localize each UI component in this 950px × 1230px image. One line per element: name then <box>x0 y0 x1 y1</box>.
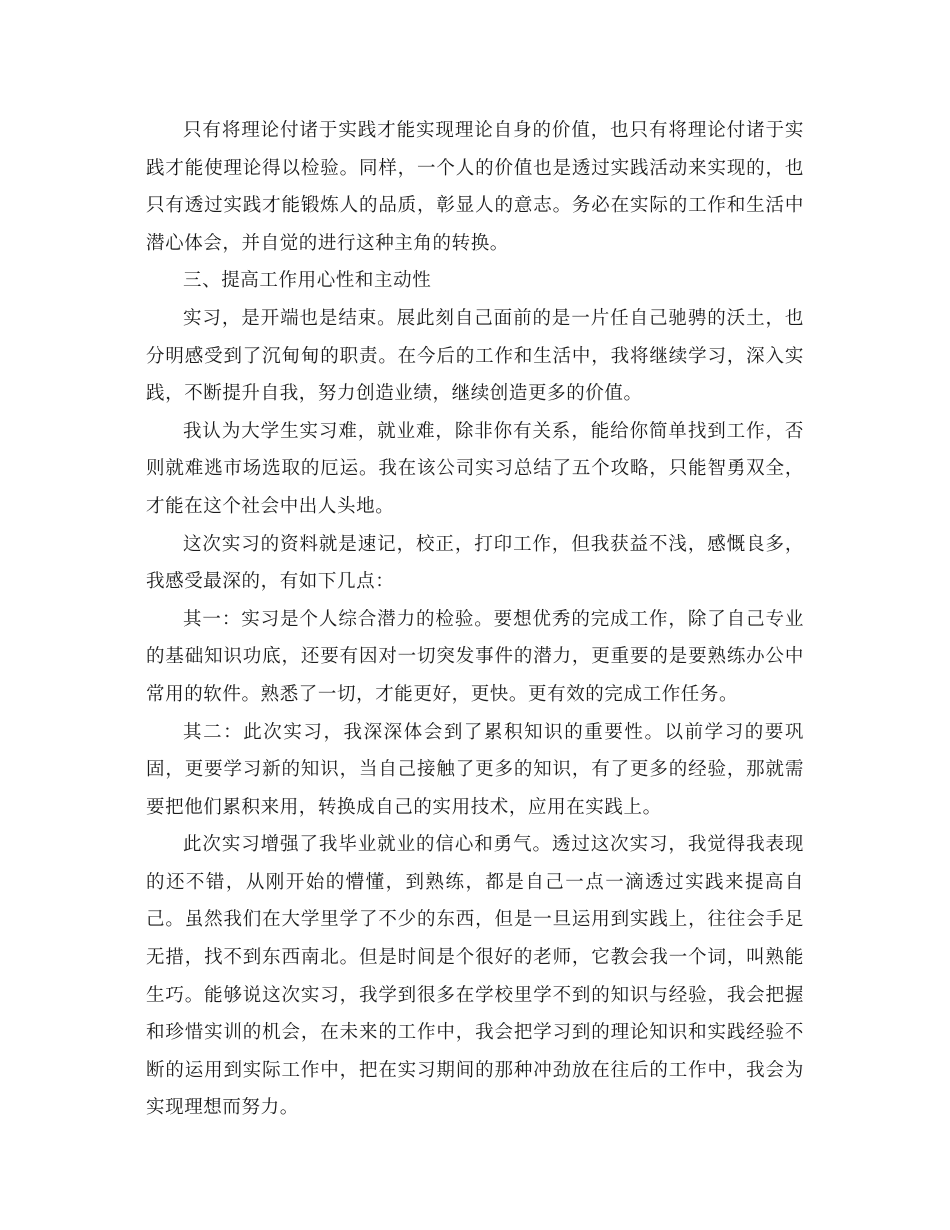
paragraph-point-one: 其一：实习是个人综合潜力的检验。要想优秀的完成工作，除了自己专业的基础知识功底，还要有因对一切突发事件的潜力，更重要的是要熟练办公中常用的软件。熟悉了一切，才能更好，更快。更有效的完成工作任务。 <box>146 608 804 705</box>
document-body <box>146 112 804 1127</box>
paragraph-employment: 我认为大学生实习难，就业难，除非你有关系，能给你简单找到工作，否则就难逃市场选取的厄运。我在该公司实习总结了五个攻略，只能智勇双全，才能在这个社会中出人头地。 <box>146 420 804 517</box>
paragraph-conclusion: 此次实习增强了我毕业就业的信心和勇气。透过这次实习，我觉得我表现的还不错，从刚开始的懵懂，到熟练，都是自己一点一滴透过实践来提高自己。虽然我们在大学里学了不少的东西，但是一旦运用到实践上，往往会手足无措，找不到东西南北。但是时间是个很好的老师，它教会我一个词，叫熟能生巧。能够说这次实习，我学到很多在学校里学不到的知识与经验，我会把握和珍惜实训的机会，在未来的工作中，我会把学习到的理论知识和实践经验不断的运用到实际工作中，把在实习期间的那种冲劲放在往后的工作中，我会为实现理想而努力。 <box>146 834 804 1119</box>
paragraph-theory-practice: 只有将理论付诸于实践才能实现理论自身的价值，也只有将理论付诸于实践才能使理论得以检验。同样，一个人的价值也是透过实践活动来实现的，也只有透过实践才能锻炼人的品质，彰显人的意志。务必在实际的工作和生活中潜心体会，并自觉的进行这种主角的转换。 <box>146 120 804 254</box>
section-heading: 三、提高工作用心性和主动性 <box>183 270 432 292</box>
paragraph-internship-work: 这次实习的资料就是速记，校正，打印工作，但我获益不浅，感慨良多，我感受最深的，有如下几点： <box>146 533 804 593</box>
paragraph-point-two: 其二：此次实习，我深深体会到了累积知识的重要性。以前学习的要巩固，更要学习新的知识，当自己接触了更多的知识，有了更多的经验，那就需要把他们累积来用，转换成自己的实用技术，应用在实践上。 <box>146 721 804 818</box>
paragraph-internship-start: 实习，是开端也是结束。展此刻自己面前的是一片任自己驰骋的沃土，也分明感受到了沉甸甸的职责。在今后的工作和生活中，我将继续学习，深入实践，不断提升自我，努力创造业绩，继续创造更多的价值。 <box>146 307 804 405</box>
